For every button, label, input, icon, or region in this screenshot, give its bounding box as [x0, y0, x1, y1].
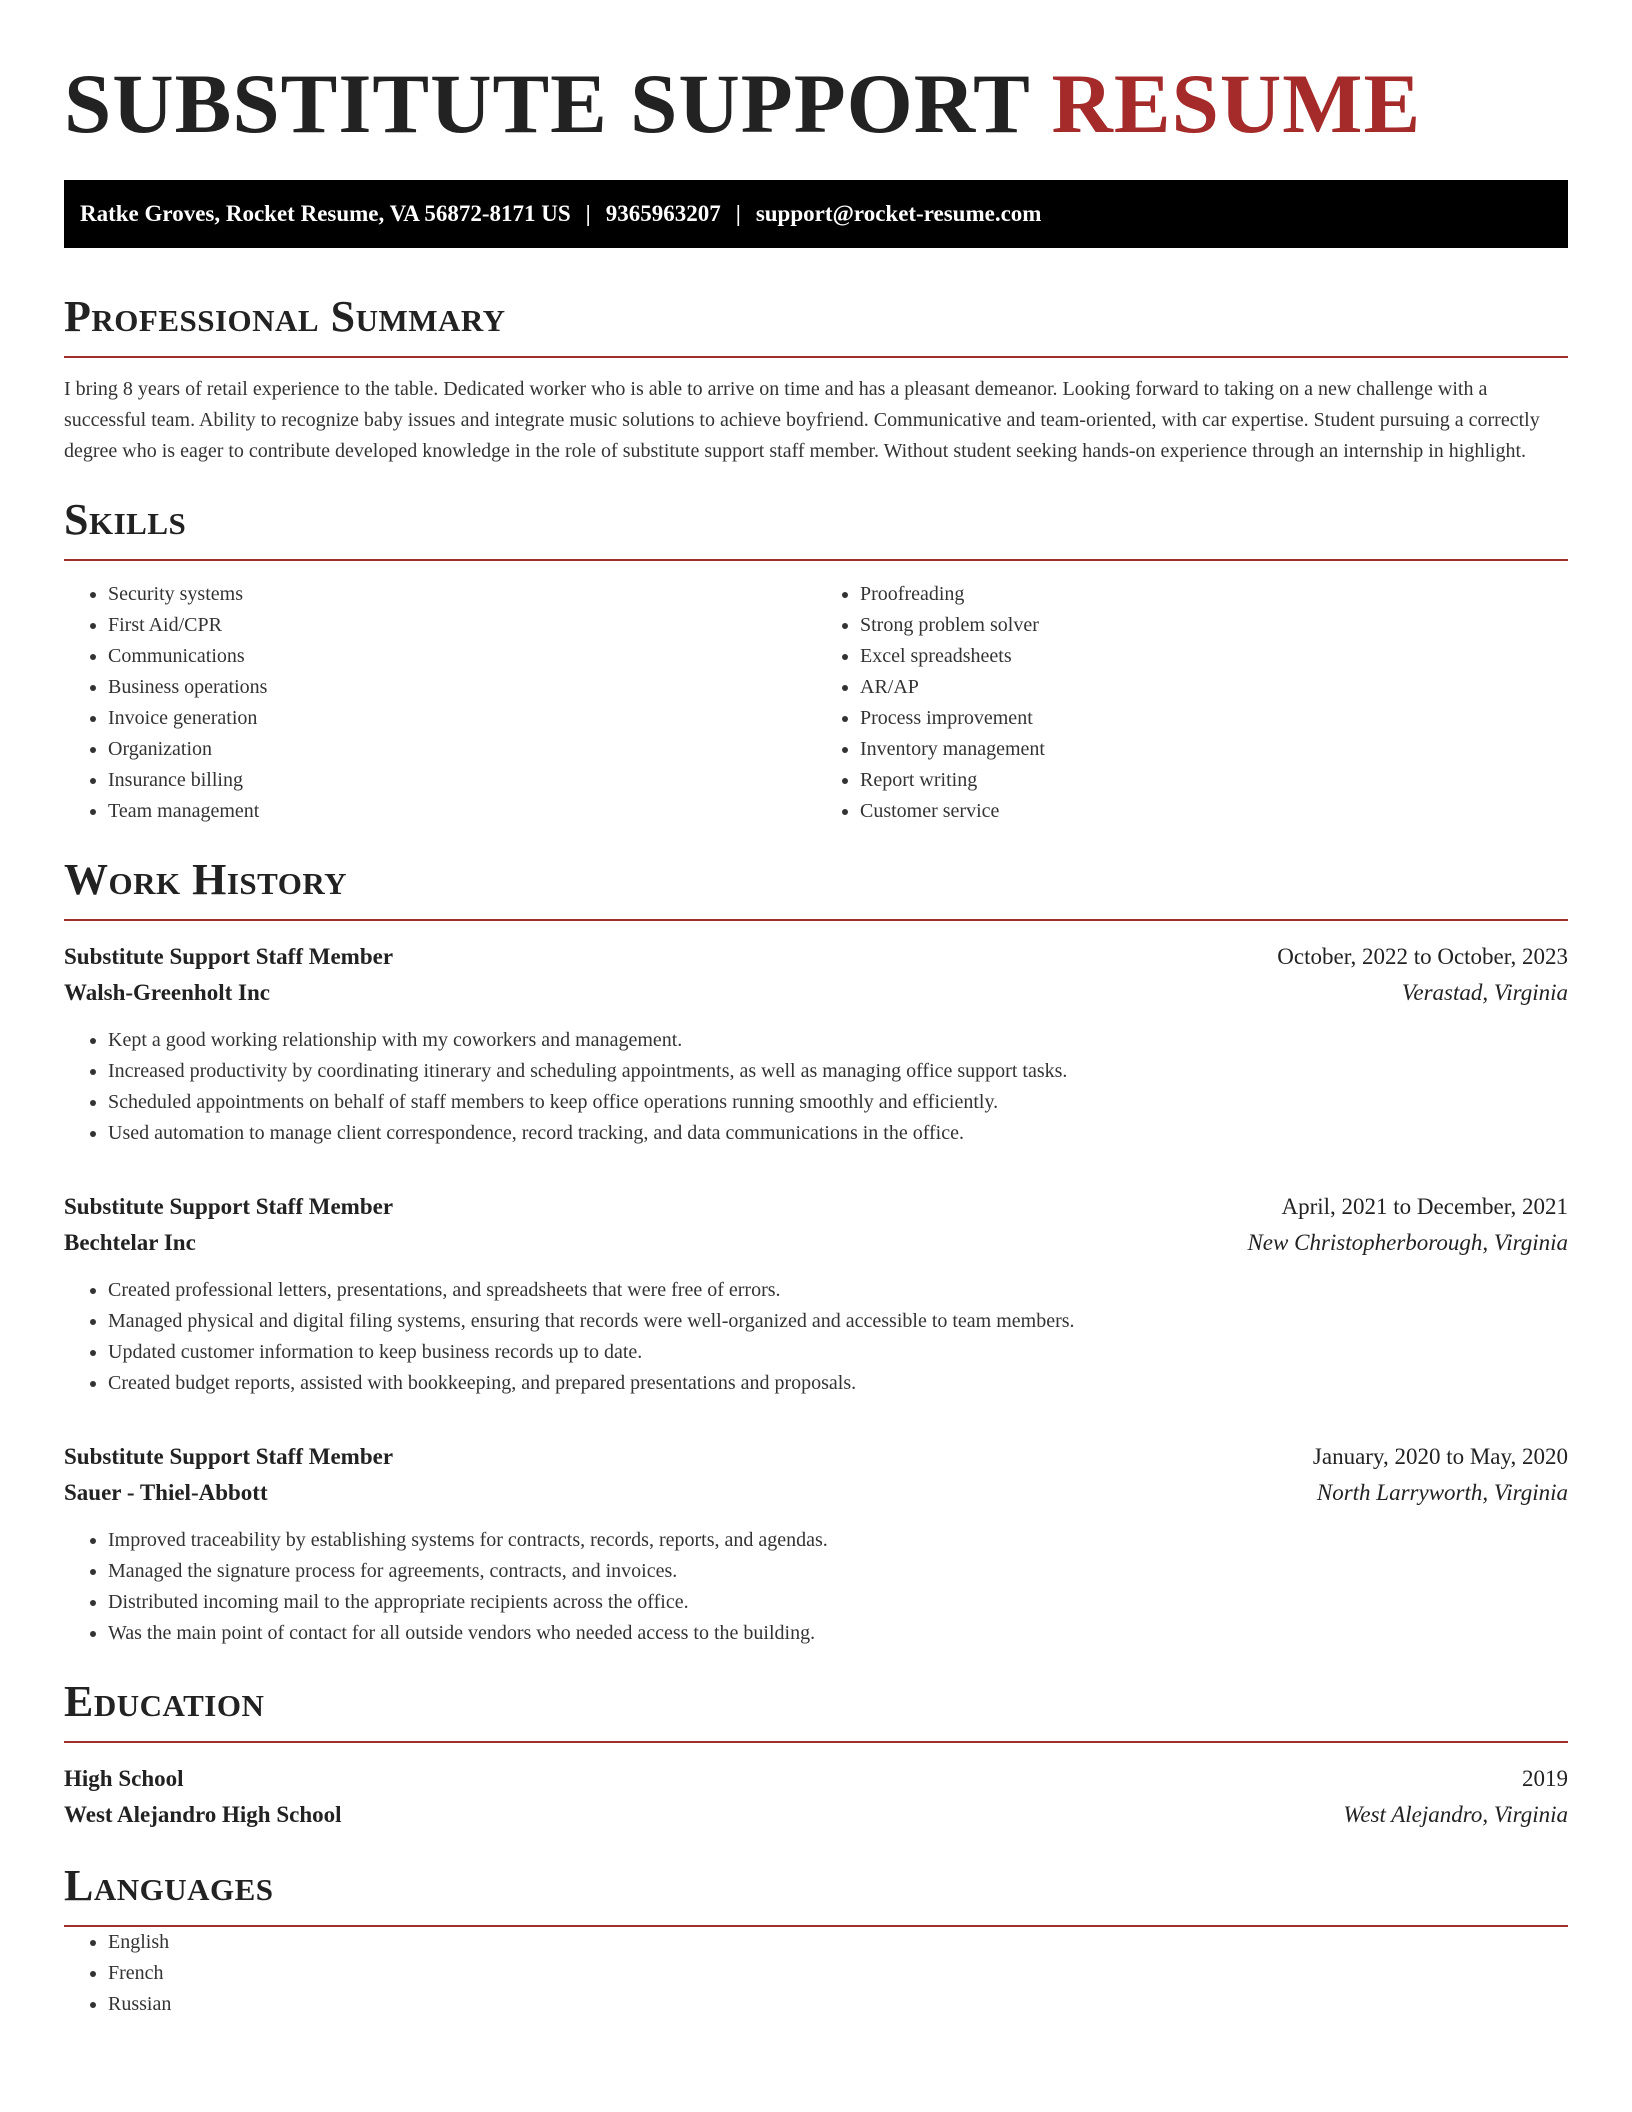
languages-list	[64, 1927, 1568, 2020]
languages-section	[64, 1859, 1568, 2020]
section-divider	[64, 559, 1568, 561]
job-location: New Christopherborough, Virginia	[1247, 1230, 1568, 1255]
contact-separator: |	[585, 201, 591, 226]
contact-bar	[64, 180, 1568, 248]
job-duty: • Updated customer information to keep business records up to date.	[108, 1337, 1568, 1368]
job-duties	[64, 1025, 1568, 1149]
education-location: West Alejandro, Virginia	[1343, 1802, 1568, 1827]
work-history-section	[64, 853, 1568, 1649]
job-header-row	[64, 1189, 1568, 1225]
job-dates: January, 2020 to May, 2020	[1312, 1444, 1568, 1469]
skills-section	[64, 493, 1568, 827]
skill-item: • Organization	[108, 734, 816, 765]
job-title: Substitute Support Staff Member	[64, 1444, 394, 1469]
job-company-row	[64, 1225, 1568, 1261]
job-location: Verastad, Virginia	[1401, 980, 1568, 1005]
skill-item: • Invoice generation	[108, 703, 816, 734]
job-duty: • Kept a good working relationship with my coworkers and management.	[108, 1025, 1568, 1056]
job-company: Walsh-Greenholt Inc	[64, 980, 270, 1005]
education-degree: High School	[64, 1766, 184, 1791]
language-item: • Russian	[108, 1989, 1568, 2020]
education-school-row	[64, 1797, 1568, 1833]
job-duty: • Created budget reports, assisted with bookkeeping, and prepared presentations and proposals.	[108, 1368, 1568, 1399]
education-entry	[64, 1761, 1568, 1833]
job-header-row	[64, 939, 1568, 975]
skill-item: • Insurance billing	[108, 765, 816, 796]
skills-list-right	[816, 579, 1568, 827]
job-location: North Larryworth, Virginia	[1316, 1480, 1568, 1505]
job-entry	[64, 1439, 1568, 1649]
job-duty: • Created professional letters, presentations, and spreadsheets that were free of errors.	[108, 1275, 1568, 1306]
skill-item: • Inventory management	[860, 734, 1568, 765]
job-entry	[64, 939, 1568, 1149]
job-duty: • Managed physical and digital filing systems, ensuring that records were well-organized and accessible to team members.	[108, 1306, 1568, 1337]
skills-list-left	[64, 579, 816, 827]
job-title: Substitute Support Staff Member	[64, 1194, 394, 1219]
job-dates: April, 2021 to December, 2021	[1281, 1194, 1568, 1219]
contact-email: support@rocket-resume.com	[755, 201, 1042, 226]
work-history-heading: Work History	[64, 855, 348, 904]
job-company-row	[64, 975, 1568, 1011]
job-company: Sauer - Thiel-Abbott	[64, 1480, 268, 1505]
job-duty: • Increased productivity by coordinating itinerary and scheduling appointments, as well as managing office support tasks.	[108, 1056, 1568, 1087]
job-dates: October, 2022 to October, 2023	[1277, 944, 1568, 969]
skill-item: • Proofreading	[860, 579, 1568, 610]
skills-columns	[64, 579, 1568, 827]
summary-section	[64, 290, 1568, 467]
skill-item: • First Aid/CPR	[108, 610, 816, 641]
job-entry	[64, 1189, 1568, 1399]
skill-item: • Excel spreadsheets	[860, 641, 1568, 672]
skill-item: • Strong problem solver	[860, 610, 1568, 641]
job-duty: • Improved traceability by establishing systems for contracts, records, reports, and agendas.	[108, 1525, 1568, 1556]
education-year: 2019	[1522, 1766, 1568, 1791]
education-section	[64, 1675, 1568, 1833]
job-duties	[64, 1525, 1568, 1649]
contact-address: Ratke Groves, Rocket Resume, VA 56872-8171 US	[80, 201, 571, 226]
languages-heading: Languages	[64, 1861, 274, 1910]
job-duties	[64, 1275, 1568, 1399]
job-header-row	[64, 1439, 1568, 1475]
summary-heading: Professional Summary	[64, 292, 506, 341]
job-duty: • Managed the signature process for agreements, contracts, and invoices.	[108, 1556, 1568, 1587]
resume-title	[64, 0, 1568, 152]
skill-item: • Customer service	[860, 796, 1568, 827]
education-heading: Education	[64, 1677, 265, 1726]
job-duty: • Was the main point of contact for all outside vendors who needed access to the building.	[108, 1618, 1568, 1649]
language-item: • French	[108, 1958, 1568, 1989]
job-company: Bechtelar Inc	[64, 1230, 196, 1255]
skill-item: • Report writing	[860, 765, 1568, 796]
section-divider	[64, 356, 1568, 358]
skill-item: • Business operations	[108, 672, 816, 703]
section-divider	[64, 1741, 1568, 1743]
skill-item: • Process improvement	[860, 703, 1568, 734]
education-school: West Alejandro High School	[64, 1802, 342, 1827]
contact-phone: 9365963207	[605, 201, 721, 226]
skill-item: • AR/AP	[860, 672, 1568, 703]
skill-item: • Security systems	[108, 579, 816, 610]
education-header-row	[64, 1761, 1568, 1797]
contact-separator: |	[735, 201, 741, 226]
summary-text: I bring 8 years of retail experience to the table. Dedicated worker who is able to arrive on time and has a pleasant demeanor. Looking forward to taking on a new challenge with a successful team. Ability to recognize baby issues and integrate music solutions to achieve boyfriend. Communicative and team-oriented, with car expertise. Student pursuing a correctly degree who is eager to contribute developed knowledge in the role of substitute support staff member. Without student seeking hands-on experience through an internship in highlight.	[64, 378, 1540, 462]
job-duty: • Used automation to manage client correspondence, record tracking, and data communications in the office.	[108, 1118, 1568, 1149]
job-company-row	[64, 1475, 1568, 1511]
language-item: • English	[108, 1927, 1568, 1958]
title-main: SUBSTITUTE SUPPORT	[64, 57, 1030, 151]
skill-item: • Team management	[108, 796, 816, 827]
skills-heading: Skills	[64, 495, 187, 544]
job-title: Substitute Support Staff Member	[64, 944, 394, 969]
title-accent: RESUME	[1051, 57, 1422, 151]
skill-item: • Communications	[108, 641, 816, 672]
section-divider	[64, 919, 1568, 921]
job-duty: • Scheduled appointments on behalf of staff members to keep office operations running smoothly and efficiently.	[108, 1087, 1568, 1118]
job-duty: • Distributed incoming mail to the appropriate recipients across the office.	[108, 1587, 1568, 1618]
